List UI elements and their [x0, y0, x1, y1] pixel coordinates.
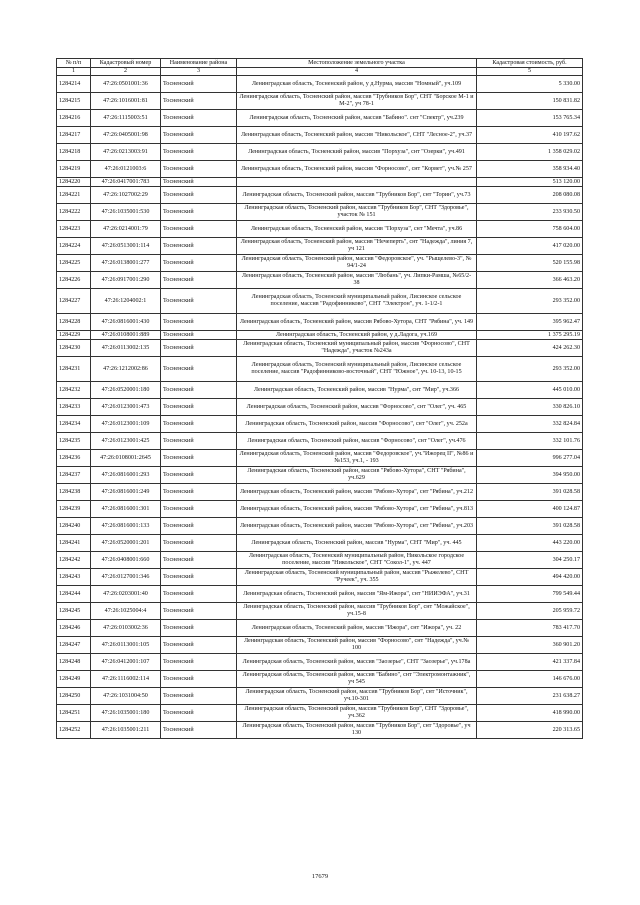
table-row [57, 620, 583, 637]
parcel-location: Ленинградская область, Тосненский район, массив "Трубников Бор", снт "Можайское", уч.15-8 [237, 603, 477, 620]
cadastral-value: 996 277.04 [477, 450, 583, 467]
table-row [57, 722, 583, 739]
cadastral-number: 47:26:0408001:660 [91, 552, 161, 569]
parcel-location: Ленинградская область, Тосненский муниципальный район, Лисинское сельское поселение, массив "Радофинниково", СНТ "Электрон", уч. 1-1/2-1 [237, 289, 477, 314]
district-name: Тосненский [161, 357, 237, 382]
district-name: Тосненский [161, 399, 237, 416]
parcel-location: Ленинградская область, Тосненский район, массив "Трубников Бор", снт "Здоровье", уч 130 [237, 722, 477, 739]
cadastral-value: 150 831.82 [477, 93, 583, 110]
parcel-location: Ленинградская область, Тосненский муниципальный район, массив "Форносово", СНТ "Надежда", участок №243а [237, 340, 477, 357]
row-index: 1284236 [57, 450, 91, 467]
parcel-location: Ленинградская область, Тосненский район, массив "Ям-Ижора", снт "НИИЭФА", уч.31 [237, 586, 477, 603]
cadastral-number: 47:26:0917001:290 [91, 272, 161, 289]
row-index: 1284225 [57, 255, 91, 272]
row-index: 1284243 [57, 569, 91, 586]
parcel-location: Ленинградская область, Тосненский район, массив "Нурма", СНТ "Мир", уч. 445 [237, 535, 477, 552]
row-index: 1284250 [57, 688, 91, 705]
district-name: Тосненский [161, 272, 237, 289]
cadastral-value: 304 250.17 [477, 552, 583, 569]
row-index: 1284249 [57, 671, 91, 688]
cadastral-number: 47:26:0108001:2645 [91, 450, 161, 467]
parcel-location: Ленинградская область, Тосненский район, массив "Рябово-Хутора", снт "Рябина", уч.203 [237, 518, 477, 535]
cadastral-number: 47:26:1212002:86 [91, 357, 161, 382]
district-name: Тосненский [161, 382, 237, 399]
cadastral-number: 47:26:0816001:249 [91, 484, 161, 501]
district-name: Тосненский [161, 187, 237, 204]
cadastral-value: 1 375 295.19 [477, 331, 583, 340]
cadastral-number: 47:26:0513001:114 [91, 238, 161, 255]
row-index: 1284219 [57, 161, 91, 178]
cadastral-number: 47:26:0103002:36 [91, 620, 161, 637]
parcel-location: Ленинградская область, Тосненский район, массив "Трубников Бор", СНТ "Борское М-1 и М-2", уч 78-1 [237, 93, 477, 110]
parcel-location: Ленинградская область, Тосненский муниципальный район, массив "Рыжелево", СНТ "Ручеек", уч. 355 [237, 569, 477, 586]
cadastral-number: 47:26:1035001:211 [91, 722, 161, 739]
table-row [57, 467, 583, 484]
district-name: Тосненский [161, 552, 237, 569]
cadastral-value: 410 197.62 [477, 127, 583, 144]
row-index: 1284227 [57, 289, 91, 314]
row-index: 1284216 [57, 110, 91, 127]
table-row [57, 569, 583, 586]
page-number: 17679 [311, 873, 329, 880]
parcel-location: Ленинградская область, Тосненский район, массив "Нурма", снт "Мир", уч.366 [237, 382, 477, 399]
row-index: 1284241 [57, 535, 91, 552]
cadastral-value: 513 120.00 [477, 178, 583, 187]
cadastral-number: 47:26:0121003:6 [91, 161, 161, 178]
cadastral-number: 47:26:1035001:530 [91, 204, 161, 221]
cadastral-value: 153 765.34 [477, 110, 583, 127]
district-name: Тосненский [161, 586, 237, 603]
cadastral-value: 424 262.30 [477, 340, 583, 357]
district-name: Тосненский [161, 416, 237, 433]
cadastral-value: 391 028.58 [477, 484, 583, 501]
table-row [57, 535, 583, 552]
row-index: 1284224 [57, 238, 91, 255]
district-name: Тосненский [161, 518, 237, 535]
cadastral-value: 208 080.08 [477, 187, 583, 204]
parcel-location: Ленинградская область, Тосненский район, массив "Нечеперть", снт "Надежда", линия 7, уч 121 [237, 238, 477, 255]
district-name: Тосненский [161, 722, 237, 739]
table-row [57, 161, 583, 178]
cadastral-number: 47:26:1016001:81 [91, 93, 161, 110]
cadastral-number: 47:26:1027002:29 [91, 187, 161, 204]
table-row [57, 93, 583, 110]
table-row [57, 340, 583, 357]
cadastral-number: 47:26:0113001:105 [91, 637, 161, 654]
parcel-location: Ленинградская область, Тосненский район, массив "Рябово-Хутора", снт "Рябина", уч.813 [237, 501, 477, 518]
header-cell: Наименование района [161, 59, 237, 68]
district-name: Тосненский [161, 654, 237, 671]
table-row [57, 178, 583, 187]
header-cell: № п/п [57, 59, 91, 68]
cadastral-number: 47:26:1025004:4 [91, 603, 161, 620]
table-row [57, 238, 583, 255]
header-cell: Местоположение земельного участка [237, 59, 477, 68]
district-name: Тосненский [161, 620, 237, 637]
cadastral-number: 47:26:0108001:889 [91, 331, 161, 340]
parcel-location: Ленинградская область, Тосненский муниципальный район, Лисинское сельское поселение, массив "Радофинниково-восточный", СНТ "Южное", уч. 10-13, 10-15 [237, 357, 477, 382]
table-row [57, 289, 583, 314]
row-index: 1284228 [57, 314, 91, 331]
parcel-location: Ленинградская область, Тосненский район, массив "Заозерье", СНТ "Заозерье", уч.178а [237, 654, 477, 671]
district-name: Тосненский [161, 93, 237, 110]
cadastral-value: 332 824.84 [477, 416, 583, 433]
table-row [57, 603, 583, 620]
district-name: Тосненский [161, 688, 237, 705]
parcel-location: Ленинградская область, Тосненский район, массив "Трубников Бор", снт "Источник", уч.10-301 [237, 688, 477, 705]
district-name: Тосненский [161, 433, 237, 450]
header-row [57, 59, 583, 68]
cadastral-number: 47:26:0816001:293 [91, 467, 161, 484]
row-index: 1284221 [57, 187, 91, 204]
table-row [57, 187, 583, 204]
parcel-location: Ленинградская область, Тосненский район, массив "Бабино", снт "Электромонтажник", уч 545 [237, 671, 477, 688]
row-index: 1284246 [57, 620, 91, 637]
table-row [57, 382, 583, 399]
district-name: Тосненский [161, 671, 237, 688]
cadastral-value: 332 101.76 [477, 433, 583, 450]
cadastral-number: 47:26:0520001:201 [91, 535, 161, 552]
cadastral-value: 421 337.84 [477, 654, 583, 671]
column-number: 1 [57, 68, 91, 76]
cadastral-value: 443 220.00 [477, 535, 583, 552]
district-name: Тосненский [161, 501, 237, 518]
column-number: 2 [91, 68, 161, 76]
cadastral-value: 358 934.40 [477, 161, 583, 178]
table-row [57, 518, 583, 535]
cadastral-number: 47:26:0417001:783 [91, 178, 161, 187]
parcel-location: Ленинградская область, Тосненский район, массив "Форносово", снт "Корвет", уч.№ 257 [237, 161, 477, 178]
row-index: 1284222 [57, 204, 91, 221]
row-index: 1284252 [57, 722, 91, 739]
table-row [57, 76, 583, 93]
row-index: 1284215 [57, 93, 91, 110]
cadastral-value: 330 826.10 [477, 399, 583, 416]
table-row [57, 688, 583, 705]
district-name: Тосненский [161, 450, 237, 467]
district-name: Тосненский [161, 221, 237, 238]
row-index: 1284247 [57, 637, 91, 654]
row-index: 1284245 [57, 603, 91, 620]
table-row [57, 357, 583, 382]
cadastral-value: 231 638.27 [477, 688, 583, 705]
cadastral-number: 47:26:0816001:133 [91, 518, 161, 535]
cadastral-number: 47:26:1204002:1 [91, 289, 161, 314]
cadastral-value: 445 010.00 [477, 382, 583, 399]
row-index: 1284218 [57, 144, 91, 161]
cadastral-value: 400 124.87 [477, 501, 583, 518]
cadastral-number: 47:26:0412001:107 [91, 654, 161, 671]
parcel-location: Ленинградская область, Тосненский район, массив "Любань", уч. Липки-Рамша, №65/2-38 [237, 272, 477, 289]
cadastral-number: 47:26:1115003:51 [91, 110, 161, 127]
district-name: Тосненский [161, 603, 237, 620]
table-row [57, 331, 583, 340]
district-name: Тосненский [161, 467, 237, 484]
district-name: Тосненский [161, 204, 237, 221]
cadastral-number: 47:26:0203001:40 [91, 586, 161, 603]
cadastral-value: 146 676.00 [477, 671, 583, 688]
column-number-row [57, 68, 583, 76]
row-index: 1284251 [57, 705, 91, 722]
cadastral-number: 47:26:0123001:109 [91, 416, 161, 433]
parcel-location: Ленинградская область, Тосненский район, массив "Никольское", СНТ "Лесное-2", уч.37 [237, 127, 477, 144]
district-name: Тосненский [161, 331, 237, 340]
table-row [57, 484, 583, 501]
column-number: 3 [161, 68, 237, 76]
district-name: Тосненский [161, 569, 237, 586]
parcel-location: Ленинградская область, Тосненский район, массив "Федоровское", уч."Ижорец II", №86 и №153, уч.1, - 193 [237, 450, 477, 467]
cadastral-value: 758 604.00 [477, 221, 583, 238]
row-index: 1284229 [57, 331, 91, 340]
table-row [57, 399, 583, 416]
cadastral-value: 220 313.65 [477, 722, 583, 739]
parcel-location: Ленинградская область, Тосненский район, массив "Форносово", снт "Олег", уч.476 [237, 433, 477, 450]
parcel-location: Ленинградская область, Тосненский район, массив "Ижора", снт "Ижора", уч. 22 [237, 620, 477, 637]
table-row [57, 586, 583, 603]
cadastral-number: 47:26:0520001:180 [91, 382, 161, 399]
row-index: 1284240 [57, 518, 91, 535]
parcel-location: Ленинградская область, Тосненский район, у д.Ладога, уч.169 [237, 331, 477, 340]
cadastral-value: 394 950.00 [477, 467, 583, 484]
district-name: Тосненский [161, 255, 237, 272]
row-index: 1284242 [57, 552, 91, 569]
row-index: 1284233 [57, 399, 91, 416]
district-name: Тосненский [161, 76, 237, 93]
row-index: 1284214 [57, 76, 91, 93]
parcel-location: Ленинградская область, Тосненский район, массив "Форносово", снт "Надежда", уч.№ 100 [237, 637, 477, 654]
column-number: 5 [477, 68, 583, 76]
cadastral-number: 47:26:1035001:180 [91, 705, 161, 722]
table-row [57, 314, 583, 331]
cadastral-value: 391 028.58 [477, 518, 583, 535]
table-row [57, 705, 583, 722]
table-row [57, 110, 583, 127]
parcel-location: Ленинградская область, Тосненский район, массив "Форносово", снт "Олег", уч. 465 [237, 399, 477, 416]
row-index: 1284217 [57, 127, 91, 144]
parcel-location: Ленинградская область, Тосненский муниципальный район, Никольское городское поселение, массив "Никольское", СНТ "Сокол-1", уч. 447 [237, 552, 477, 569]
table-row [57, 654, 583, 671]
row-index: 1284230 [57, 340, 91, 357]
table-row [57, 552, 583, 569]
cadastral-number: 47:26:0213003:91 [91, 144, 161, 161]
table-row [57, 221, 583, 238]
district-name: Тосненский [161, 289, 237, 314]
header-cell: Кадастровый номер [91, 59, 161, 68]
district-name: Тосненский [161, 110, 237, 127]
parcel-location: Ленинградская область, Тосненский район, массив "Порхуза", снт "Мечта", уч.86 [237, 221, 477, 238]
parcel-location: Ленинградская область, Тосненский район, массив "Форносово", снт "Олег", уч. 252а [237, 416, 477, 433]
row-index: 1284235 [57, 433, 91, 450]
parcel-location: Ленинградская область, Тосненский район, у д.Нурма, массив "Номный", уч.109 [237, 76, 477, 93]
row-index: 1284248 [57, 654, 91, 671]
row-index: 1284238 [57, 484, 91, 501]
district-name: Тосненский [161, 161, 237, 178]
table-row [57, 255, 583, 272]
row-index: 1284220 [57, 178, 91, 187]
parcel-location [237, 178, 477, 187]
district-name: Тосненский [161, 127, 237, 144]
cadastral-value: 417 020.00 [477, 238, 583, 255]
cadastral-number: 47:26:0123001:473 [91, 399, 161, 416]
row-index: 1284239 [57, 501, 91, 518]
district-name: Тосненский [161, 238, 237, 255]
parcel-location: Ленинградская область, Тосненский район, массив "Рябово-Хутора", снт "Рябина", уч.212 [237, 484, 477, 501]
cadastral-value: 418 990.00 [477, 705, 583, 722]
row-index: 1284244 [57, 586, 91, 603]
table-body [57, 76, 583, 739]
parcel-location: Ленинградская область, Тосненский район, массив "Порхуза", снт "Озерки", уч.491 [237, 144, 477, 161]
table-row [57, 433, 583, 450]
cadastral-number: 47:26:0501001:36 [91, 76, 161, 93]
cadastral-number: 47:26:0127001:346 [91, 569, 161, 586]
parcel-location: Ленинградская область, Тосненский район, массив "Рябово-Хутора", СНТ "Рябина", уч.629 [237, 467, 477, 484]
cadastral-number: 47:26:0113002:135 [91, 340, 161, 357]
cadastral-value: 799 549.44 [477, 586, 583, 603]
district-name: Тосненский [161, 535, 237, 552]
district-name: Тосненский [161, 705, 237, 722]
cadastral-value: 5 330.00 [477, 76, 583, 93]
table-row [57, 127, 583, 144]
table-row [57, 501, 583, 518]
parcel-location: Ленинградская область, Тосненский район, массив "Бабино". снт "Спектр", уч.239 [237, 110, 477, 127]
parcel-location: Ленинградская область, Тосненский район, массив Рябово-Хутора, СНТ "Рябина", уч. 149 [237, 314, 477, 331]
table-row [57, 637, 583, 654]
table-row [57, 144, 583, 161]
cadastral-number: 47:26:0123001:425 [91, 433, 161, 450]
parcel-location: Ленинградская область, Тосненский район, массив "Трубников Бор", снт "Торин", уч.73 [237, 187, 477, 204]
cadastral-value-table [56, 58, 583, 739]
district-name: Тосненский [161, 637, 237, 654]
cadastral-value: 293 352.00 [477, 357, 583, 382]
row-index: 1284234 [57, 416, 91, 433]
table-row [57, 671, 583, 688]
cadastral-number: 47:26:1031004:50 [91, 688, 161, 705]
cadastral-value: 205 959.72 [477, 603, 583, 620]
cadastral-value: 293 352.00 [477, 289, 583, 314]
parcel-location: Ленинградская область, Тосненский район, массив "Трубников Бор", СНТ "Здоровье", участок № 151 [237, 204, 477, 221]
table-row [57, 272, 583, 289]
district-name: Тосненский [161, 144, 237, 161]
cadastral-number: 47:26:0816001:301 [91, 501, 161, 518]
cadastral-number: 47:26:0405001:98 [91, 127, 161, 144]
parcel-location: Ленинградская область, Тосненский район, массив "Федоровское", уч. "Рыщелево-3", № 94/1-24 [237, 255, 477, 272]
cadastral-number: 47:26:1116002:114 [91, 671, 161, 688]
cadastral-value: 494 420.00 [477, 569, 583, 586]
cadastral-number: 47:26:0816001:430 [91, 314, 161, 331]
district-name: Тосненский [161, 178, 237, 187]
table-row [57, 416, 583, 433]
district-name: Тосненский [161, 314, 237, 331]
district-name: Тосненский [161, 340, 237, 357]
cadastral-value: 366 463.20 [477, 272, 583, 289]
header-cell: Кадастровая стоимость, руб. [477, 59, 583, 68]
row-index: 1284231 [57, 357, 91, 382]
row-index: 1284223 [57, 221, 91, 238]
table-row [57, 450, 583, 467]
cadastral-number: 47:26:0214001:79 [91, 221, 161, 238]
parcel-location: Ленинградская область, Тосненский район, массив "Трубников Бор", СНТ "Здоровье", уч.362 [237, 705, 477, 722]
row-index: 1284237 [57, 467, 91, 484]
cadastral-number: 47:26:0138001:277 [91, 255, 161, 272]
cadastral-value: 233 930.50 [477, 204, 583, 221]
column-number: 4 [237, 68, 477, 76]
cadastral-value: 520 155.98 [477, 255, 583, 272]
cadastral-value: 395 962.47 [477, 314, 583, 331]
cadastral-value: 1 358 029.02 [477, 144, 583, 161]
cadastral-value: 783 417.70 [477, 620, 583, 637]
table-row [57, 204, 583, 221]
district-name: Тосненский [161, 484, 237, 501]
cadastral-value: 360 901.20 [477, 637, 583, 654]
row-index: 1284226 [57, 272, 91, 289]
row-index: 1284232 [57, 382, 91, 399]
